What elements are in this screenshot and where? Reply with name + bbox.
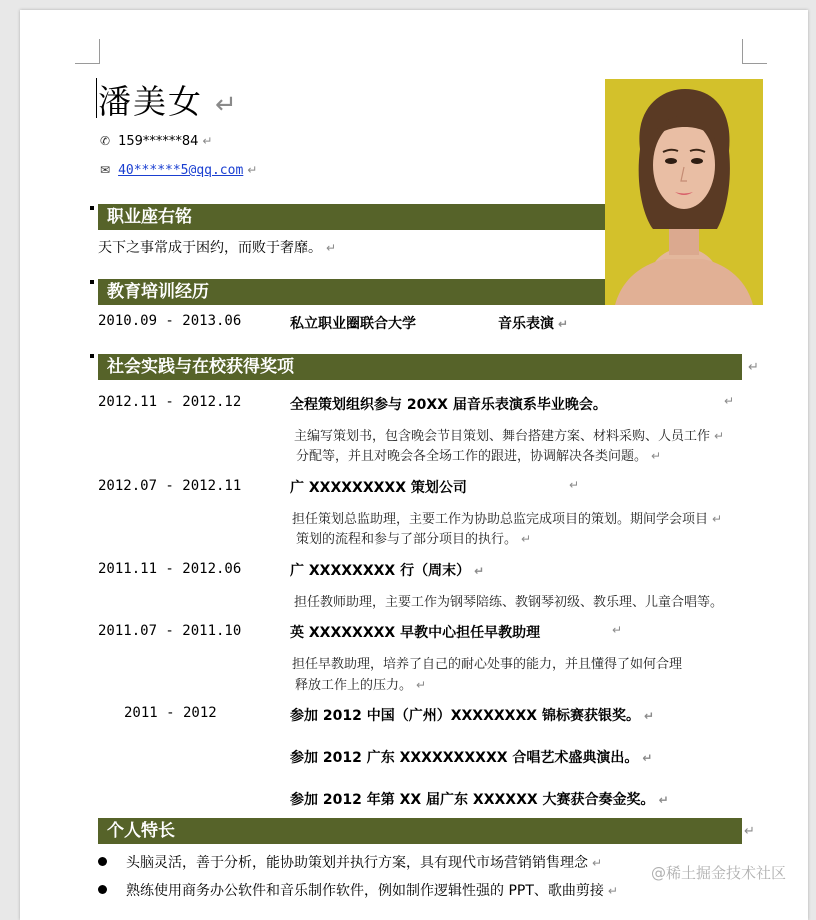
practice-desc: 策划的流程和参与了部分项目的执行。 ↵ — [296, 532, 532, 547]
paragraph-mark: ↵ — [724, 394, 735, 408]
envelope-icon: ✉ — [100, 163, 111, 177]
bullet-icon — [98, 885, 107, 894]
profile-photo — [605, 79, 763, 305]
section-header-education: 教育培训经历 — [98, 279, 605, 305]
paragraph-mark: ↵ — [612, 623, 623, 637]
practice-date: 2011.07 - 2011.10 — [98, 623, 242, 639]
section-marker — [90, 206, 94, 210]
crop-mark-top-left — [75, 39, 100, 64]
practice-title: 广 XXXXXXXXX 策划公司 — [290, 480, 467, 496]
award-item: 参加 2012 中国（广州）XXXXXXXX 锦标赛获银奖。 ↵ — [290, 708, 655, 724]
practice-desc: 担任教师助理，主要工作为钢琴陪练、教钢琴初级、教乐理、儿童合唱等。 — [294, 595, 724, 610]
crop-mark-top-right — [742, 39, 767, 64]
practice-desc: 主编写策划书，包含晚会节目策划、舞台搭建方案、材料采购、人员工作 ↵ — [294, 429, 725, 444]
paragraph-mark: ↵ — [744, 824, 755, 839]
section-header-motto: 职业座右铭 — [98, 204, 605, 230]
skill-item[interactable]: 熟练使用商务办公软件和音乐制作软件，例如制作逻辑性强的 PPT、歌曲剪接 ↵ — [126, 883, 618, 899]
education-school: 私立职业圈联合大学 — [290, 316, 416, 332]
award-item: 参加 2012 广东 XXXXXXXXXX 合唱艺术盛典演出。 ↵ — [290, 750, 653, 766]
bullet-icon — [98, 857, 107, 866]
motto-text[interactable]: 天下之事常成于困约，而败于奢靡。 ↵ — [98, 240, 337, 256]
section-marker — [90, 280, 94, 284]
paragraph-mark: ↵ — [569, 478, 580, 492]
practice-desc: 释放工作上的压力。 ↵ — [295, 678, 427, 693]
applicant-name[interactable]: 潘美女 ↵ — [98, 82, 239, 121]
practice-date: 2012.07 - 2012.11 — [98, 478, 242, 494]
text-cursor — [96, 78, 97, 118]
section-header-skills: 个人特长 — [98, 818, 742, 844]
practice-date: 2012.11 - 2012.12 — [98, 394, 242, 410]
skill-item[interactable]: 头脑灵活，善于分析，能协助策划并执行方案，具有现代市场营销销售理念 ↵ — [126, 855, 603, 871]
section-marker — [90, 354, 94, 358]
email-link[interactable]: 40******5@qq.com — [118, 163, 244, 178]
paragraph-mark: ↵ — [748, 360, 759, 375]
phone-number: 159******84 — [118, 134, 199, 149]
practice-desc: 担任策划总监助理，主要工作为协助总监完成项目的策划。期间学会项目 ↵ — [292, 512, 723, 527]
section-header-practice: 社会实践与在校获得奖项 — [98, 354, 742, 380]
education-major: 音乐表演 ↵ — [498, 316, 569, 332]
watermark: @稀土掘金技术社区 — [651, 864, 787, 882]
awards-date: 2011 - 2012 — [124, 705, 217, 721]
practice-desc: 分配等，并且对晚会各全场工作的跟进，协调解决各类问题。 ↵ — [296, 449, 662, 464]
practice-date: 2011.11 - 2012.06 — [98, 561, 242, 577]
practice-title: 全程策划组织参与 20XX 届音乐表演系毕业晚会。 — [290, 397, 607, 413]
document-page — [20, 10, 808, 920]
phone-icon: ✆ — [100, 134, 111, 148]
phone-line[interactable]: ✆ 159******84 ↵ — [100, 134, 213, 149]
award-item: 参加 2012 年第 XX 届广东 XXXXXX 大赛获合奏金奖。 ↵ — [290, 792, 669, 808]
practice-title: 广 XXXXXXXX 行（周末） ↵ — [290, 563, 485, 579]
practice-title: 英 XXXXXXXX 早教中心担任早教助理 — [290, 625, 541, 641]
education-date: 2010.09 - 2013.06 — [98, 313, 242, 329]
practice-desc: 担任早教助理，培养了自己的耐心处事的能力，并且懂得了如何合理 — [292, 657, 683, 672]
email-line[interactable]: ✉ 40******5@qq.com ↵ — [100, 163, 258, 178]
